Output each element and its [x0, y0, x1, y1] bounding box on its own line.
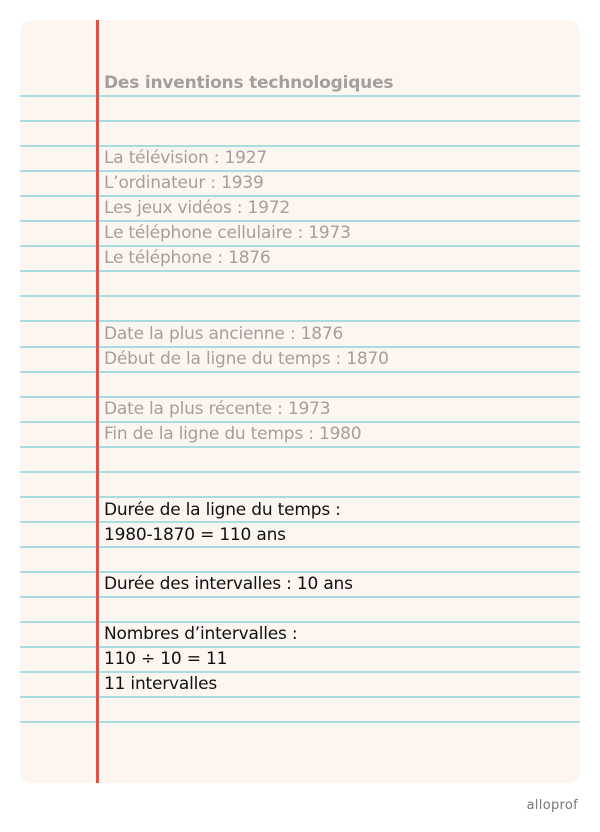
ruled-line: [20, 521, 580, 523]
duration-label: Durée de la ligne du temps :: [104, 500, 341, 520]
ruled-line: [20, 646, 580, 648]
interval-count-label: Nombres d’intervalles :: [104, 624, 298, 644]
ruled-line: [20, 621, 580, 623]
alloprof-logo: alloprof: [526, 798, 578, 813]
ruled-line: [20, 320, 580, 322]
ruled-line: [20, 220, 580, 222]
timeline-start: Début de la ligne du temps : 1870: [104, 349, 389, 369]
ruled-line: [20, 546, 580, 548]
invention-item: La télévision : 1927: [104, 148, 267, 168]
ruled-line: [20, 596, 580, 598]
ruled-line: [20, 446, 580, 448]
interval-count-calc: 110 ÷ 10 = 11: [104, 649, 228, 669]
notebook-paper: [20, 20, 580, 783]
margin-line: [96, 20, 99, 783]
invention-item: Le téléphone : 1876: [104, 248, 271, 268]
ruled-line: [20, 471, 580, 473]
ruled-line: [20, 145, 580, 147]
ruled-line: [20, 496, 580, 498]
invention-item: Le téléphone cellulaire : 1973: [104, 223, 351, 243]
ruled-line: [20, 421, 580, 423]
interval-length: Durée des intervalles : 10 ans: [104, 574, 353, 594]
ruled-line: [20, 371, 580, 373]
ruled-line: [20, 95, 580, 97]
invention-item: Les jeux vidéos : 1972: [104, 198, 291, 218]
ruled-line: [20, 245, 580, 247]
ruled-line: [20, 270, 580, 272]
ruled-line: [20, 120, 580, 122]
ruled-line: [20, 295, 580, 297]
invention-item: L’ordinateur : 1939: [104, 173, 264, 193]
ruled-line: [20, 170, 580, 172]
duration-calc: 1980-1870 = 110 ans: [104, 525, 286, 545]
oldest-date: Date la plus ancienne : 1876: [104, 324, 344, 344]
ruled-line: [20, 696, 580, 698]
ruled-line: [20, 671, 580, 673]
ruled-line: [20, 195, 580, 197]
newest-date: Date la plus récente : 1973: [104, 399, 331, 419]
page-title: Des inventions technologiques: [104, 73, 394, 93]
ruled-line: [20, 396, 580, 398]
interval-count-result: 11 intervalles: [104, 674, 218, 694]
ruled-line: [20, 571, 580, 573]
ruled-line: [20, 721, 580, 723]
timeline-end: Fin de la ligne du temps : 1980: [104, 424, 362, 444]
ruled-line: [20, 346, 580, 348]
